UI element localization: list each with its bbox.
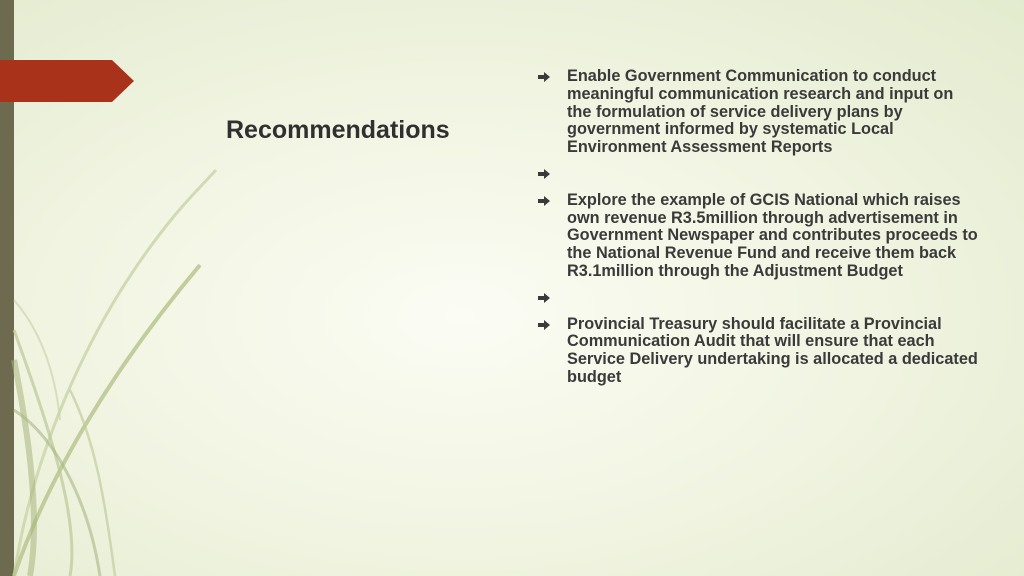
- bullet-item-empty: [538, 165, 978, 183]
- arrow-right-icon: [538, 169, 550, 179]
- bullet-item: [538, 316, 978, 387]
- bullet-item: [538, 68, 978, 157]
- slide-title: Recommendations: [226, 116, 450, 144]
- bullet-text: Enable Government Communication to conduct meaningful communication research and input on the formulation of service delivery plans by government informed by systematic Local Environment Assessment Reports: [567, 67, 954, 157]
- bullet-item: [538, 192, 978, 281]
- arrow-right-icon: [538, 320, 550, 330]
- arrow-right-icon: [538, 72, 550, 82]
- bullet-text: Explore the example of GCIS National which raises own revenue R3.5million through advertisement in Government Newspaper and contributes proceeds to the National Revenue Fund and receive them back R3.1million through the Adjustment Budget: [567, 190, 978, 280]
- bullet-item-empty: [538, 289, 978, 307]
- arrow-right-icon: [538, 293, 550, 303]
- accent-tab: [0, 60, 134, 102]
- arrow-right-icon: [538, 196, 550, 206]
- bullet-list: [538, 68, 978, 395]
- bullet-text: Provincial Treasury should facilitate a Provincial Communication Audit that will ensure that each Service Delivery undertaking is allocated a dedicated budget: [567, 314, 978, 386]
